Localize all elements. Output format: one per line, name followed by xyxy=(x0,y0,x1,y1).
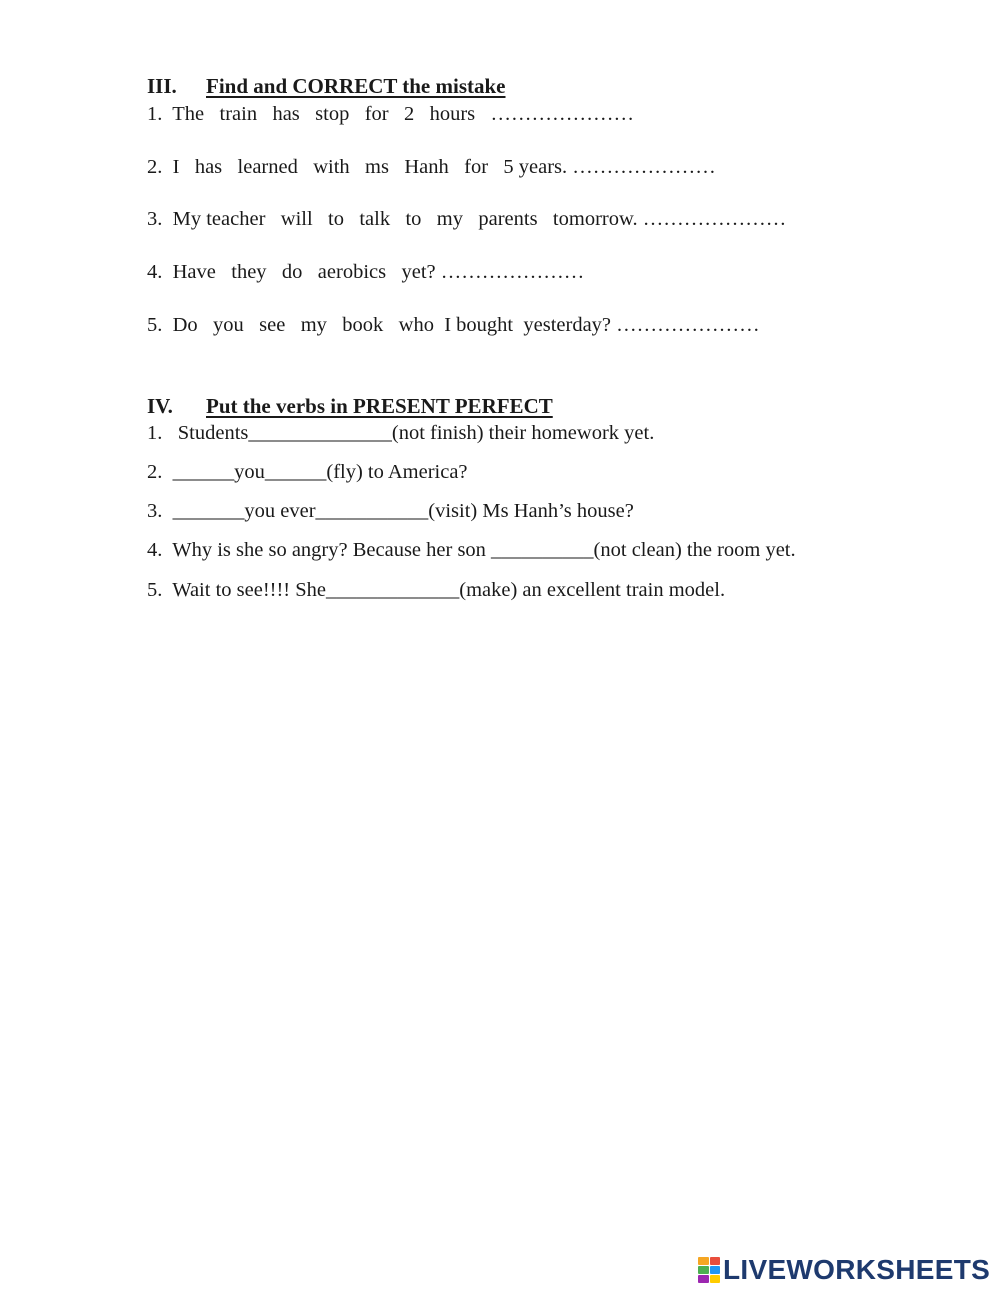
mistake-item-4: 4. Have they do aerobics yet? ………………… xyxy=(147,261,585,283)
verb-item-2: 2. ______you______(fly) to America? xyxy=(147,461,468,483)
liveworksheets-logo-text: LIVEWORKSHEETS xyxy=(723,1254,991,1285)
verb-item-1: 1. Students______________(not finish) their homework yet. xyxy=(147,422,655,444)
liveworksheets-logo xyxy=(698,1256,990,1284)
verb-item-4: 4. Why is she so angry? Because her son __________(not clean) the room yet. xyxy=(147,539,796,561)
mistake-item-2: 2. I has learned with ms Hanh for 5 years. ………………… xyxy=(147,156,716,178)
section-iii-title: Find and CORRECT the mistake xyxy=(206,74,506,98)
verb-item-5: 5. Wait to see!!!! She_____________(make) an excellent train model. xyxy=(147,579,726,601)
section-iii-number: III. xyxy=(147,74,177,98)
section-iv-number: IV. xyxy=(147,394,173,418)
section-iii-heading xyxy=(147,74,506,99)
mistake-item-5: 5. Do you see my book who I bought yesterday? ………………… xyxy=(147,314,760,336)
section-iv-heading xyxy=(147,394,553,419)
liveworksheets-logo-icon xyxy=(698,1257,720,1283)
mistake-item-1: 1. The train has stop for 2 hours ………………… xyxy=(147,103,635,125)
section-iv-title: Put the verbs in PRESENT PERFECT xyxy=(206,394,553,418)
verb-item-3: 3. _______you ever___________(visit) Ms Hanh’s house? xyxy=(147,500,634,522)
mistake-item-3: 3. My teacher will to talk to my parents tomorrow. ………………… xyxy=(147,208,787,230)
